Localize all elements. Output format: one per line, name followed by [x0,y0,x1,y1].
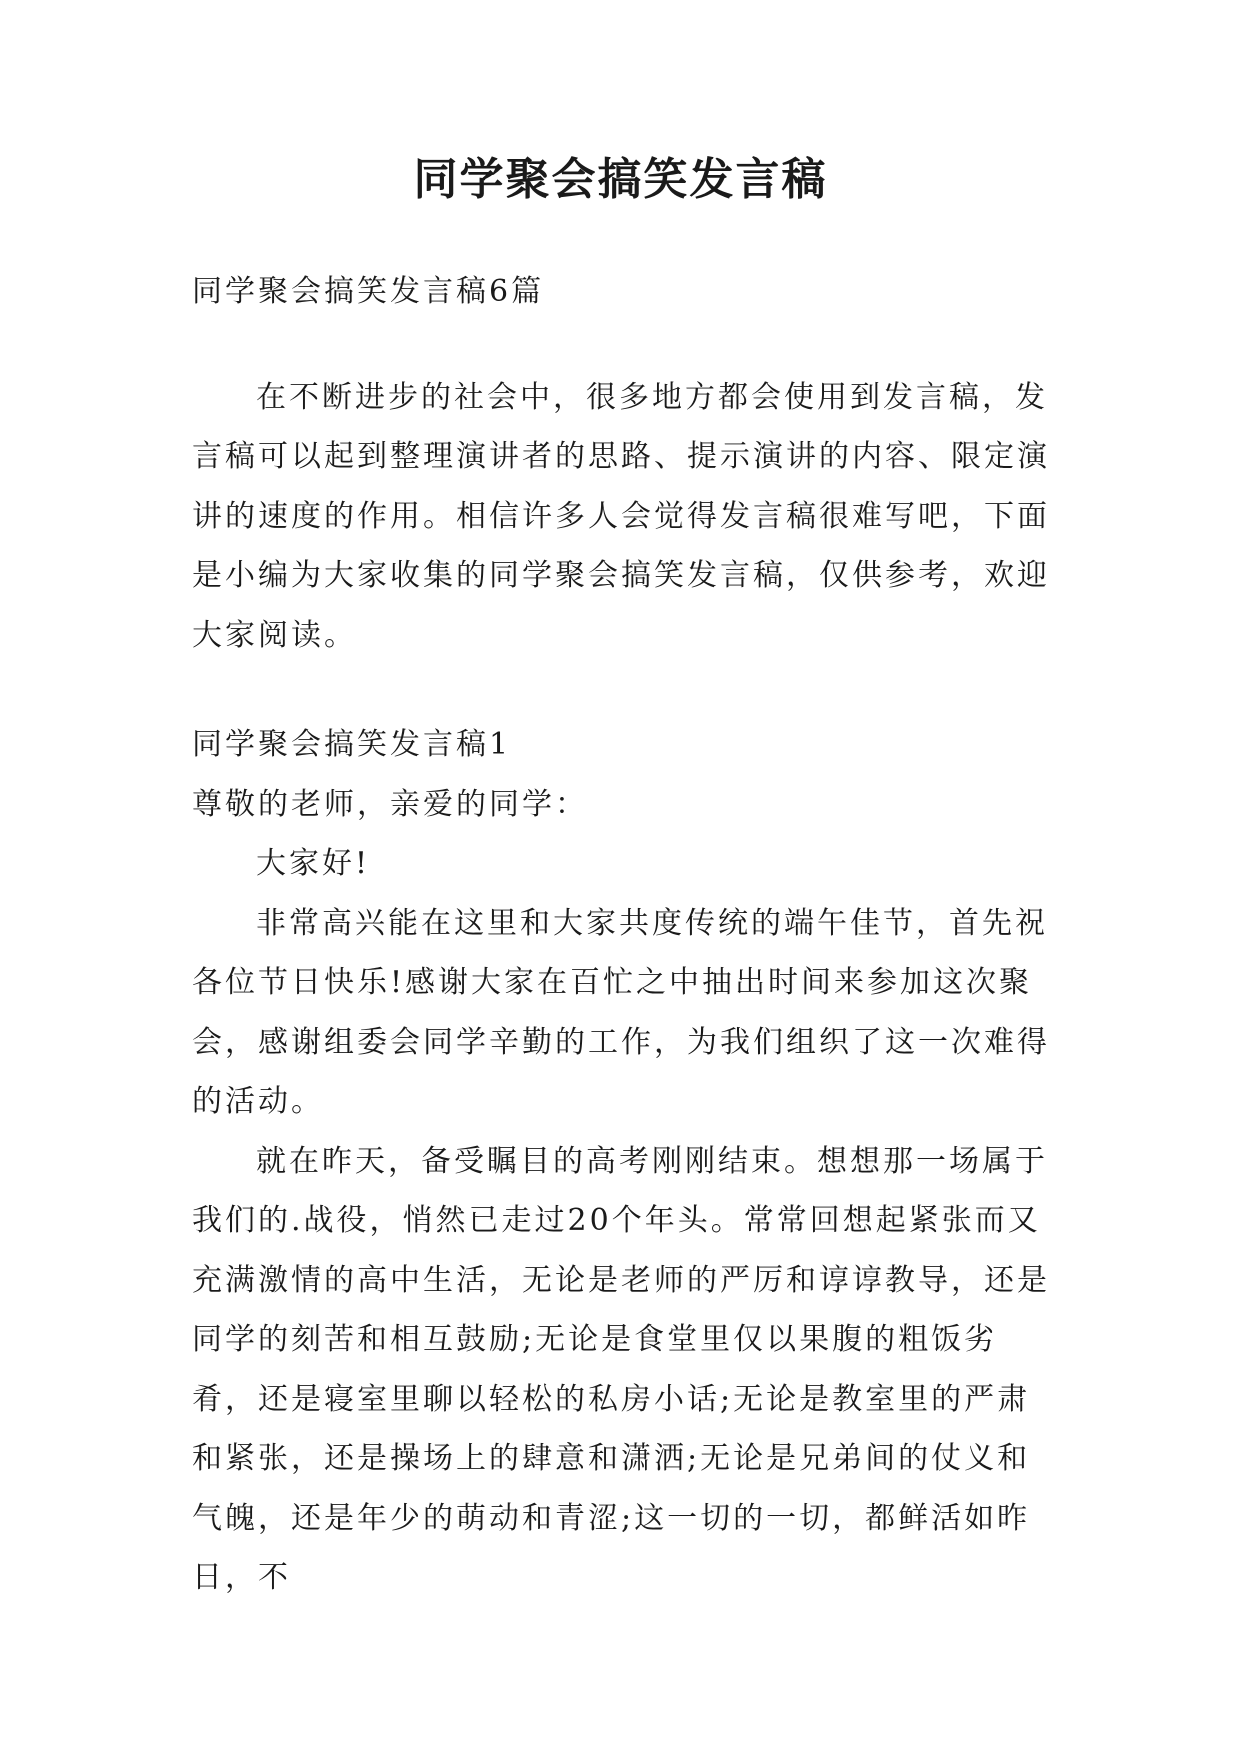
section-heading: 同学聚会搞笑发言稿1 [192,727,512,762]
body-paragraph-2: 就在昨天，备受瞩目的高考刚刚结束。想想那一场属于我们的.战役，悄然已走过20个年头。常常回想起紧张而又充满激情的高中生活，无论是老师的严厉和谆谆教导，还是同学的刻苦和相互鼓励;无论是食堂里仅以果腹的粗饭劣肴，还是寝室里聊以轻松的私房小话;无论是教室里的严肃和紧张，还是操场上的肆意和潇洒;无论是兄弟间的仗义和气魄，还是年少的萌动和青涩;这一切的一切，都鲜活如昨日，不 [192,1143,1050,1595]
document-title: 同学聚会搞笑发言稿 [413,154,828,205]
greeting: 大家好! [256,846,371,881]
document-body [192,262,1062,1608]
document-subtitle: 同学聚会搞笑发言稿6篇 [192,274,545,309]
intro-paragraph: 在不断进步的社会中，很多地方都会使用到发言稿，发言稿可以起到整理演讲者的思路、提示演讲的内容、限定演讲的速度的作用。相信许多人会觉得发言稿很难写吧，下面是小编为大家收集的同学聚会搞笑发言稿，仅供参考，欢迎大家阅读。 [192,379,1050,653]
salutation: 尊敬的老师，亲爱的同学： [192,786,588,822]
body-paragraph-1: 非常高兴能在这里和大家共度传统的端午佳节，首先祝各位节日快乐!感谢大家在百忙之中抽出时间来参加这次聚会，感谢组委会同学辛勤的工作，为我们组织了这一次难得的活动。 [192,905,1050,1119]
